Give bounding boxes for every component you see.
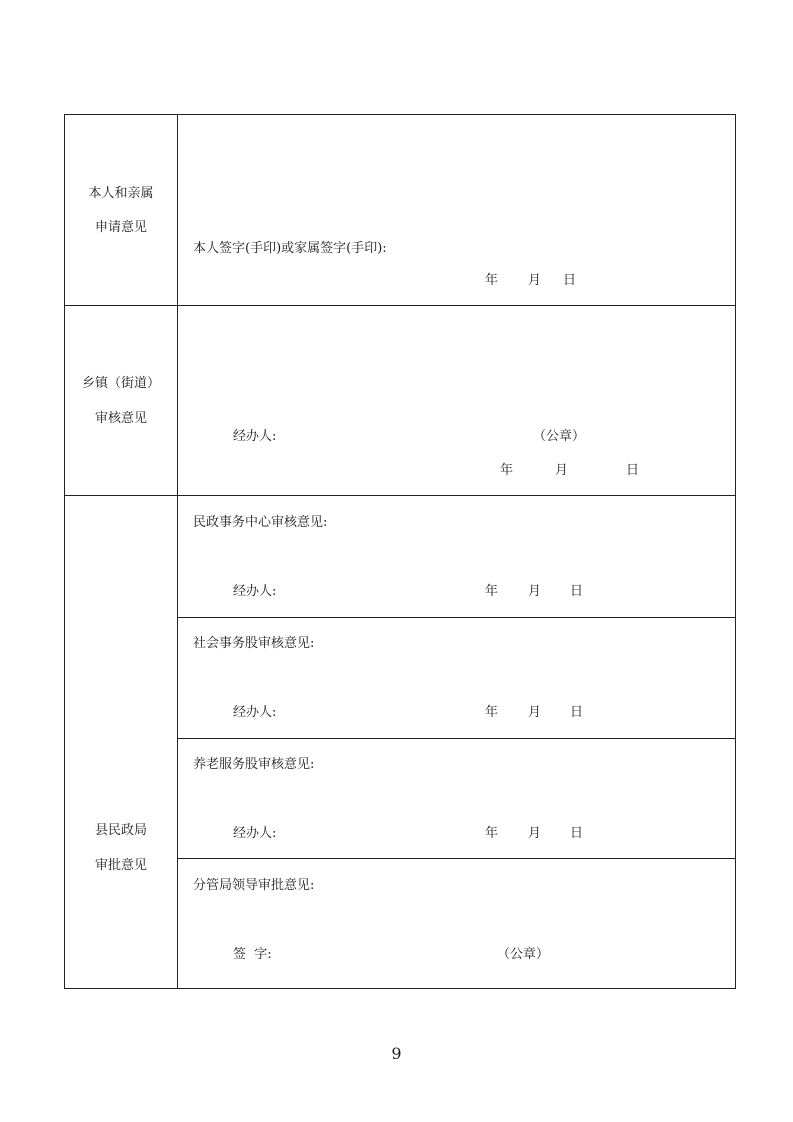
section2-date-year: 年 xyxy=(500,463,514,478)
social-affairs-opinion-title: 社会事务股审核意见: xyxy=(193,636,315,651)
row-divider-1 xyxy=(65,305,735,306)
section2-label-line2: 审核意见 xyxy=(94,411,147,426)
sub1-date-day: 日 xyxy=(570,584,584,599)
leader-approval-opinion-title: 分管局领导审批意见: xyxy=(193,878,315,893)
elderly-services-opinion-title: 养老服务股审核意见: xyxy=(193,757,315,772)
page-number: 9 xyxy=(391,1044,402,1063)
approval-form-table xyxy=(64,114,736,989)
civil-affairs-center-opinion-title: 民政事务中心审核意见: xyxy=(193,515,328,530)
section1-date-month: 月 xyxy=(528,273,542,288)
sub2-date-year: 年 xyxy=(485,705,499,720)
sub3-date-day: 日 xyxy=(570,826,584,841)
subrow-divider-2 xyxy=(177,738,735,739)
signature-field-label: 本人签字(手印)或家属签字(手印): xyxy=(193,241,387,256)
sub2-handler-label: 经办人: xyxy=(233,705,277,720)
section1-date-day: 日 xyxy=(563,273,577,288)
sub3-handler-label: 经办人: xyxy=(233,826,277,841)
section2-label-line1: 乡镇（街道） xyxy=(81,376,160,391)
subrow-divider-1 xyxy=(177,617,735,618)
section3-label-line2: 审批意见 xyxy=(94,858,147,873)
section1-label-line2: 申请意见 xyxy=(94,220,147,235)
section1-date-year: 年 xyxy=(485,273,499,288)
subrow-divider-3 xyxy=(177,858,735,859)
section2-date-month: 月 xyxy=(555,463,569,478)
sub3-date-year: 年 xyxy=(485,826,499,841)
sub4-seal-label: （公章） xyxy=(497,947,550,962)
section2-handler-label: 经办人: xyxy=(233,429,277,444)
section2-date-day: 日 xyxy=(626,463,640,478)
section2-seal-label: （公章） xyxy=(533,429,586,444)
sub1-date-month: 月 xyxy=(528,584,542,599)
sub2-date-day: 日 xyxy=(570,705,584,720)
sub1-date-year: 年 xyxy=(485,584,499,599)
sub4-sign-label: 签 字: xyxy=(233,947,272,962)
sub2-date-month: 月 xyxy=(528,705,542,720)
row-divider-2 xyxy=(65,495,735,496)
section1-label-line1: 本人和亲属 xyxy=(88,186,154,201)
sub3-date-month: 月 xyxy=(528,826,542,841)
section3-label-line1: 县民政局 xyxy=(94,823,147,838)
sub1-handler-label: 经办人: xyxy=(233,584,277,599)
